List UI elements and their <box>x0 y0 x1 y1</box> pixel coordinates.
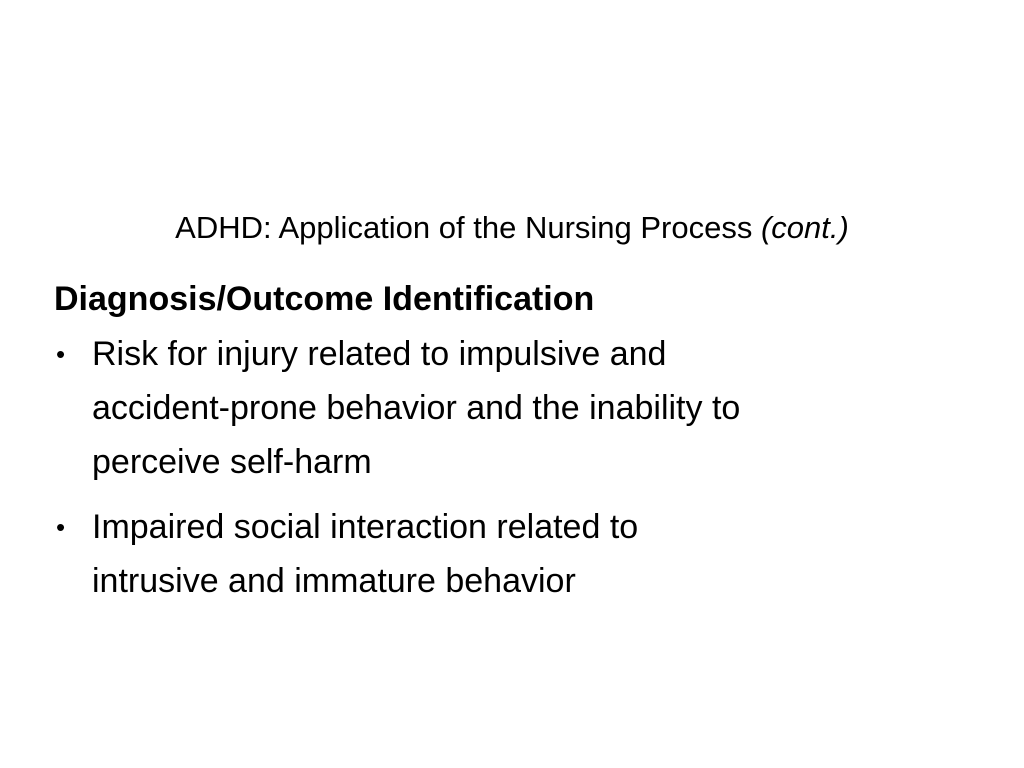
slide-content <box>54 274 954 619</box>
bullet-text-line: Impaired social interaction related to <box>92 508 639 546</box>
slide-title-main: ADHD: Application of the Nursing Process <box>175 210 761 245</box>
section-heading: Diagnosis/Outcome Identification <box>54 280 595 318</box>
bullet-item <box>54 327 954 489</box>
bullet-icon: • <box>56 339 66 369</box>
bullet-text-line: perceive self-harm <box>92 443 372 481</box>
bullet-text-line: intrusive and immature behavior <box>92 562 576 600</box>
bullet-icon: • <box>56 512 66 542</box>
slide-title-suffix: (cont.) <box>760 210 849 245</box>
bullet-item <box>54 500 954 608</box>
bullet-text-line: accident-prone behavior and the inability to <box>92 389 741 427</box>
bullet-list <box>54 327 954 608</box>
slide-title <box>0 207 1024 249</box>
bullet-text-line: Risk for injury related to impulsive and <box>92 335 667 373</box>
